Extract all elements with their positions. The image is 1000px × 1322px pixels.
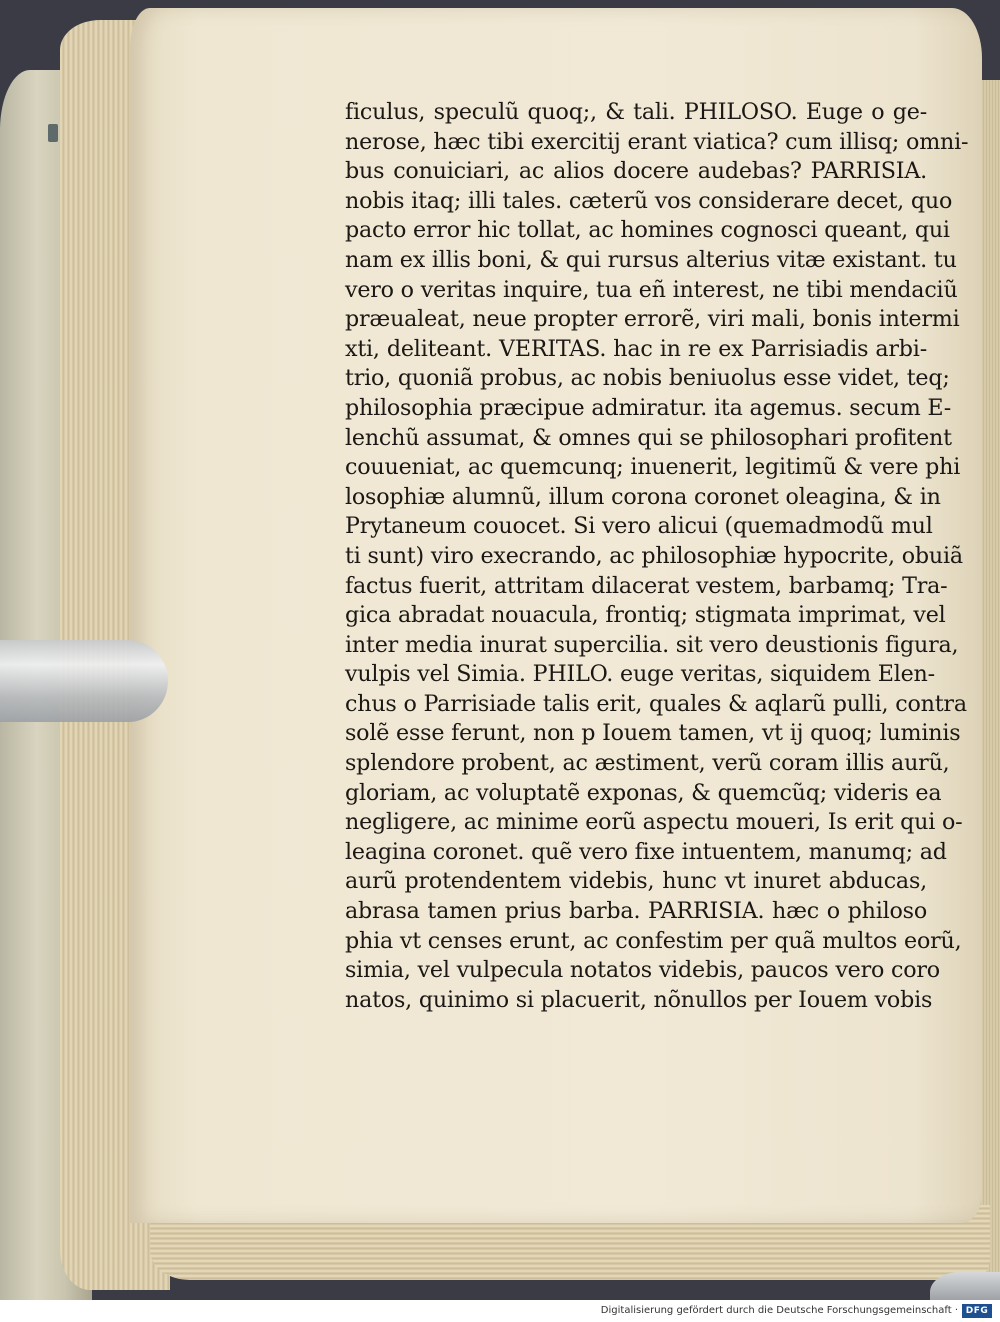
text-line: losophiæ alumnũ, illum corona coronet oleagina, & in (345, 483, 941, 510)
text-line: chus o Parrisiade talis erit, quales & aqlarũ pulli, contra (345, 690, 967, 717)
text-line: præualeat, neue propter errorẽ, viri mali, bonis intermi (345, 306, 960, 333)
text-line: trio, quoniã probus, ac nobis beniuolus esse videt, teq; (345, 365, 950, 392)
text-line: pacto error hic tollat, ac homines cognosci queant, qui (345, 217, 950, 244)
text-line: bus conuiciari, ac alios docere audebas? PARRISIA. (345, 158, 927, 185)
text-line: vero o veritas inquire, tua eñ interest, ne tibi mendaciũ (345, 276, 958, 303)
text-line: vulpis vel Simia. PHILO. euge veritas, siquidem Elen- (345, 661, 935, 688)
text-line: simia, vel vulpecula notatos videbis, paucos vero coro (345, 957, 940, 984)
text-line: factus fuerit, attritam dilacerat vestem, barbamq; Tra- (345, 572, 948, 599)
footer-bar (0, 1300, 1000, 1322)
page-marker-tab (48, 124, 58, 142)
text-line: phia vt censes erunt, ac confestim per quã multos eorũ, (345, 927, 962, 954)
text-line: philosophia præcipue admiratur. ita agemus. secum E- (345, 394, 952, 421)
text-line: splendore probent, ac æstiment, verũ coram illis aurũ, (345, 750, 950, 777)
text-line: ti sunt) viro execrando, ac philosophiæ hypocrite, obuiã (345, 542, 963, 569)
text-line: couueniat, ac quemcunq; inuenerit, legitimũ & vere phi (345, 454, 961, 481)
footer-credit: Digitalisierung gefördert durch die Deutsche Forschungsgemeinschaft · (600, 1305, 958, 1316)
text-line: Prytaneum couocet. Si vero alicui (quemadmodũ mul (345, 513, 933, 540)
text-line: nerose, hæc tibi exercitij erant viatica? cum illisq; omni- (345, 128, 969, 155)
text-line: lenchũ assumat, & omnes qui se philosophari profitent (345, 424, 952, 451)
text-line: abrasa tamen prius barba. PARRISIA. hæc o philoso (345, 898, 927, 925)
text-line: natos, quinimo si placuerit, nõnullos per Iouem vobis (345, 986, 933, 1013)
text-line: solẽ esse ferunt, non p Iouem tamen, vt ij quoq; luminis (345, 720, 961, 747)
text-line: nobis itaq; illi tales. cæterũ vos considerare decet, quo (345, 187, 953, 214)
text-line: gica abradat nouacula, frontiq; stigmata imprimat, vel (345, 602, 946, 629)
text-line: gloriam, ac voluptatẽ exponas, & quemcũq; videris ea (345, 779, 942, 806)
text-line: xti, deliteant. VERITAS. hac in re ex Parrisiadis arbi- (345, 335, 927, 362)
text-line: aurũ protendentem videbis, hunc vt inuret abducas, (345, 868, 927, 895)
page-text-block (345, 98, 969, 1015)
text-line: leagina coronet. quẽ vero fixe intuentem, manumq; ad (345, 838, 947, 865)
book-clamp-left (0, 640, 168, 722)
book-clamp-bottom (930, 1272, 1000, 1300)
text-line: nam ex illis boni, & qui rursus alterius vitæ existant. tu (345, 246, 957, 273)
text-line: negligere, ac minime eorũ aspectu moueri, Is erit qui o- (345, 809, 963, 836)
text-line: inter media inurat supercilia. sit vero deustionis figura, (345, 631, 959, 658)
text-line: ficulus, speculũ quoq;, & tali. PHILOSO. Euge o ge- (345, 99, 927, 125)
dfg-logo-icon: DFG (962, 1304, 992, 1318)
